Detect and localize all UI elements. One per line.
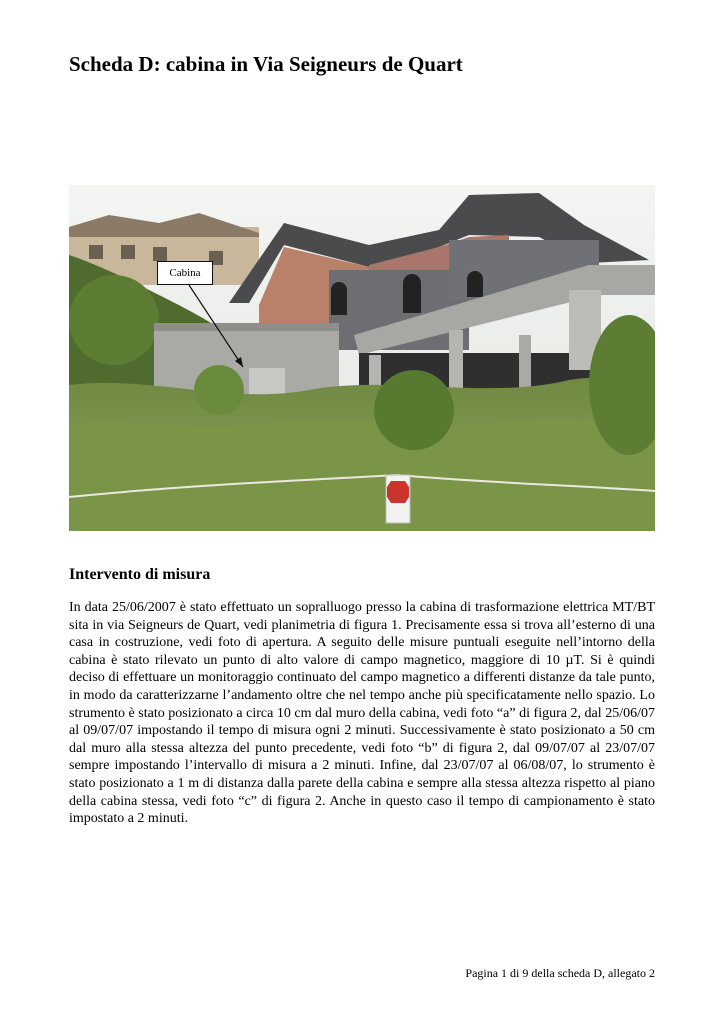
site-photo-illustration bbox=[69, 185, 655, 531]
section-heading: Intervento di misura bbox=[69, 566, 211, 583]
body-paragraph: In data 25/06/2007 è stato effettuato un sopralluogo presso la cabina di trasformazione elettrica MT/BT sita in via Seigneurs de Quart, vedi planimetria di figura 1. Precisamente essa si trova all’esterno di una casa in costruzione, vedi foto di apertura. A seguito delle misure puntuali eseguite nell’intorno della cabina è stato rilevato un punto di alto valore di campo magnetico, maggiore di 10 µT. Si è quindi deciso di effettuare un monitoraggio continuato del campo magnetico a differenti distanze da tale punto, in modo da caratterizzarne l’andamento oltre che nel tempo anche più specificatamente nello spazio. Lo strumento è stato posizionato a circa 10 cm dal muro della cabina, vedi foto “a” di figura 2, dal 25/06/07 al 09/07/07 impostando il tempo di misura ogni 2 minuti. Successivamente è stato posizionato a 50 cm dal muro alla stessa altezza del punto precedente, vedi foto “b” di figura 2, dal 09/07/07 al 23/07/07 sempre impostando l’intervallo di misura a 2 minuti. Infine, dal 23/07/07 al 06/08/07, lo strumento è stato posizionato a 1 m di distanza dalla parete della cabina e sempre alla stessa altezza rispetto al piano della cabina stessa, vedi foto “c” di figura 2. Anche in questo caso il tempo di campionamento è stato impostato a 2 minuti. bbox=[69, 600, 655, 827]
cabina-callout-label: Cabina bbox=[157, 261, 213, 285]
page-footer: Pagina 1 di 9 della scheda D, allegato 2 bbox=[465, 966, 655, 980]
page-title: Scheda D: cabina in Via Seigneurs de Quart bbox=[69, 52, 463, 76]
site-photo bbox=[69, 185, 655, 531]
